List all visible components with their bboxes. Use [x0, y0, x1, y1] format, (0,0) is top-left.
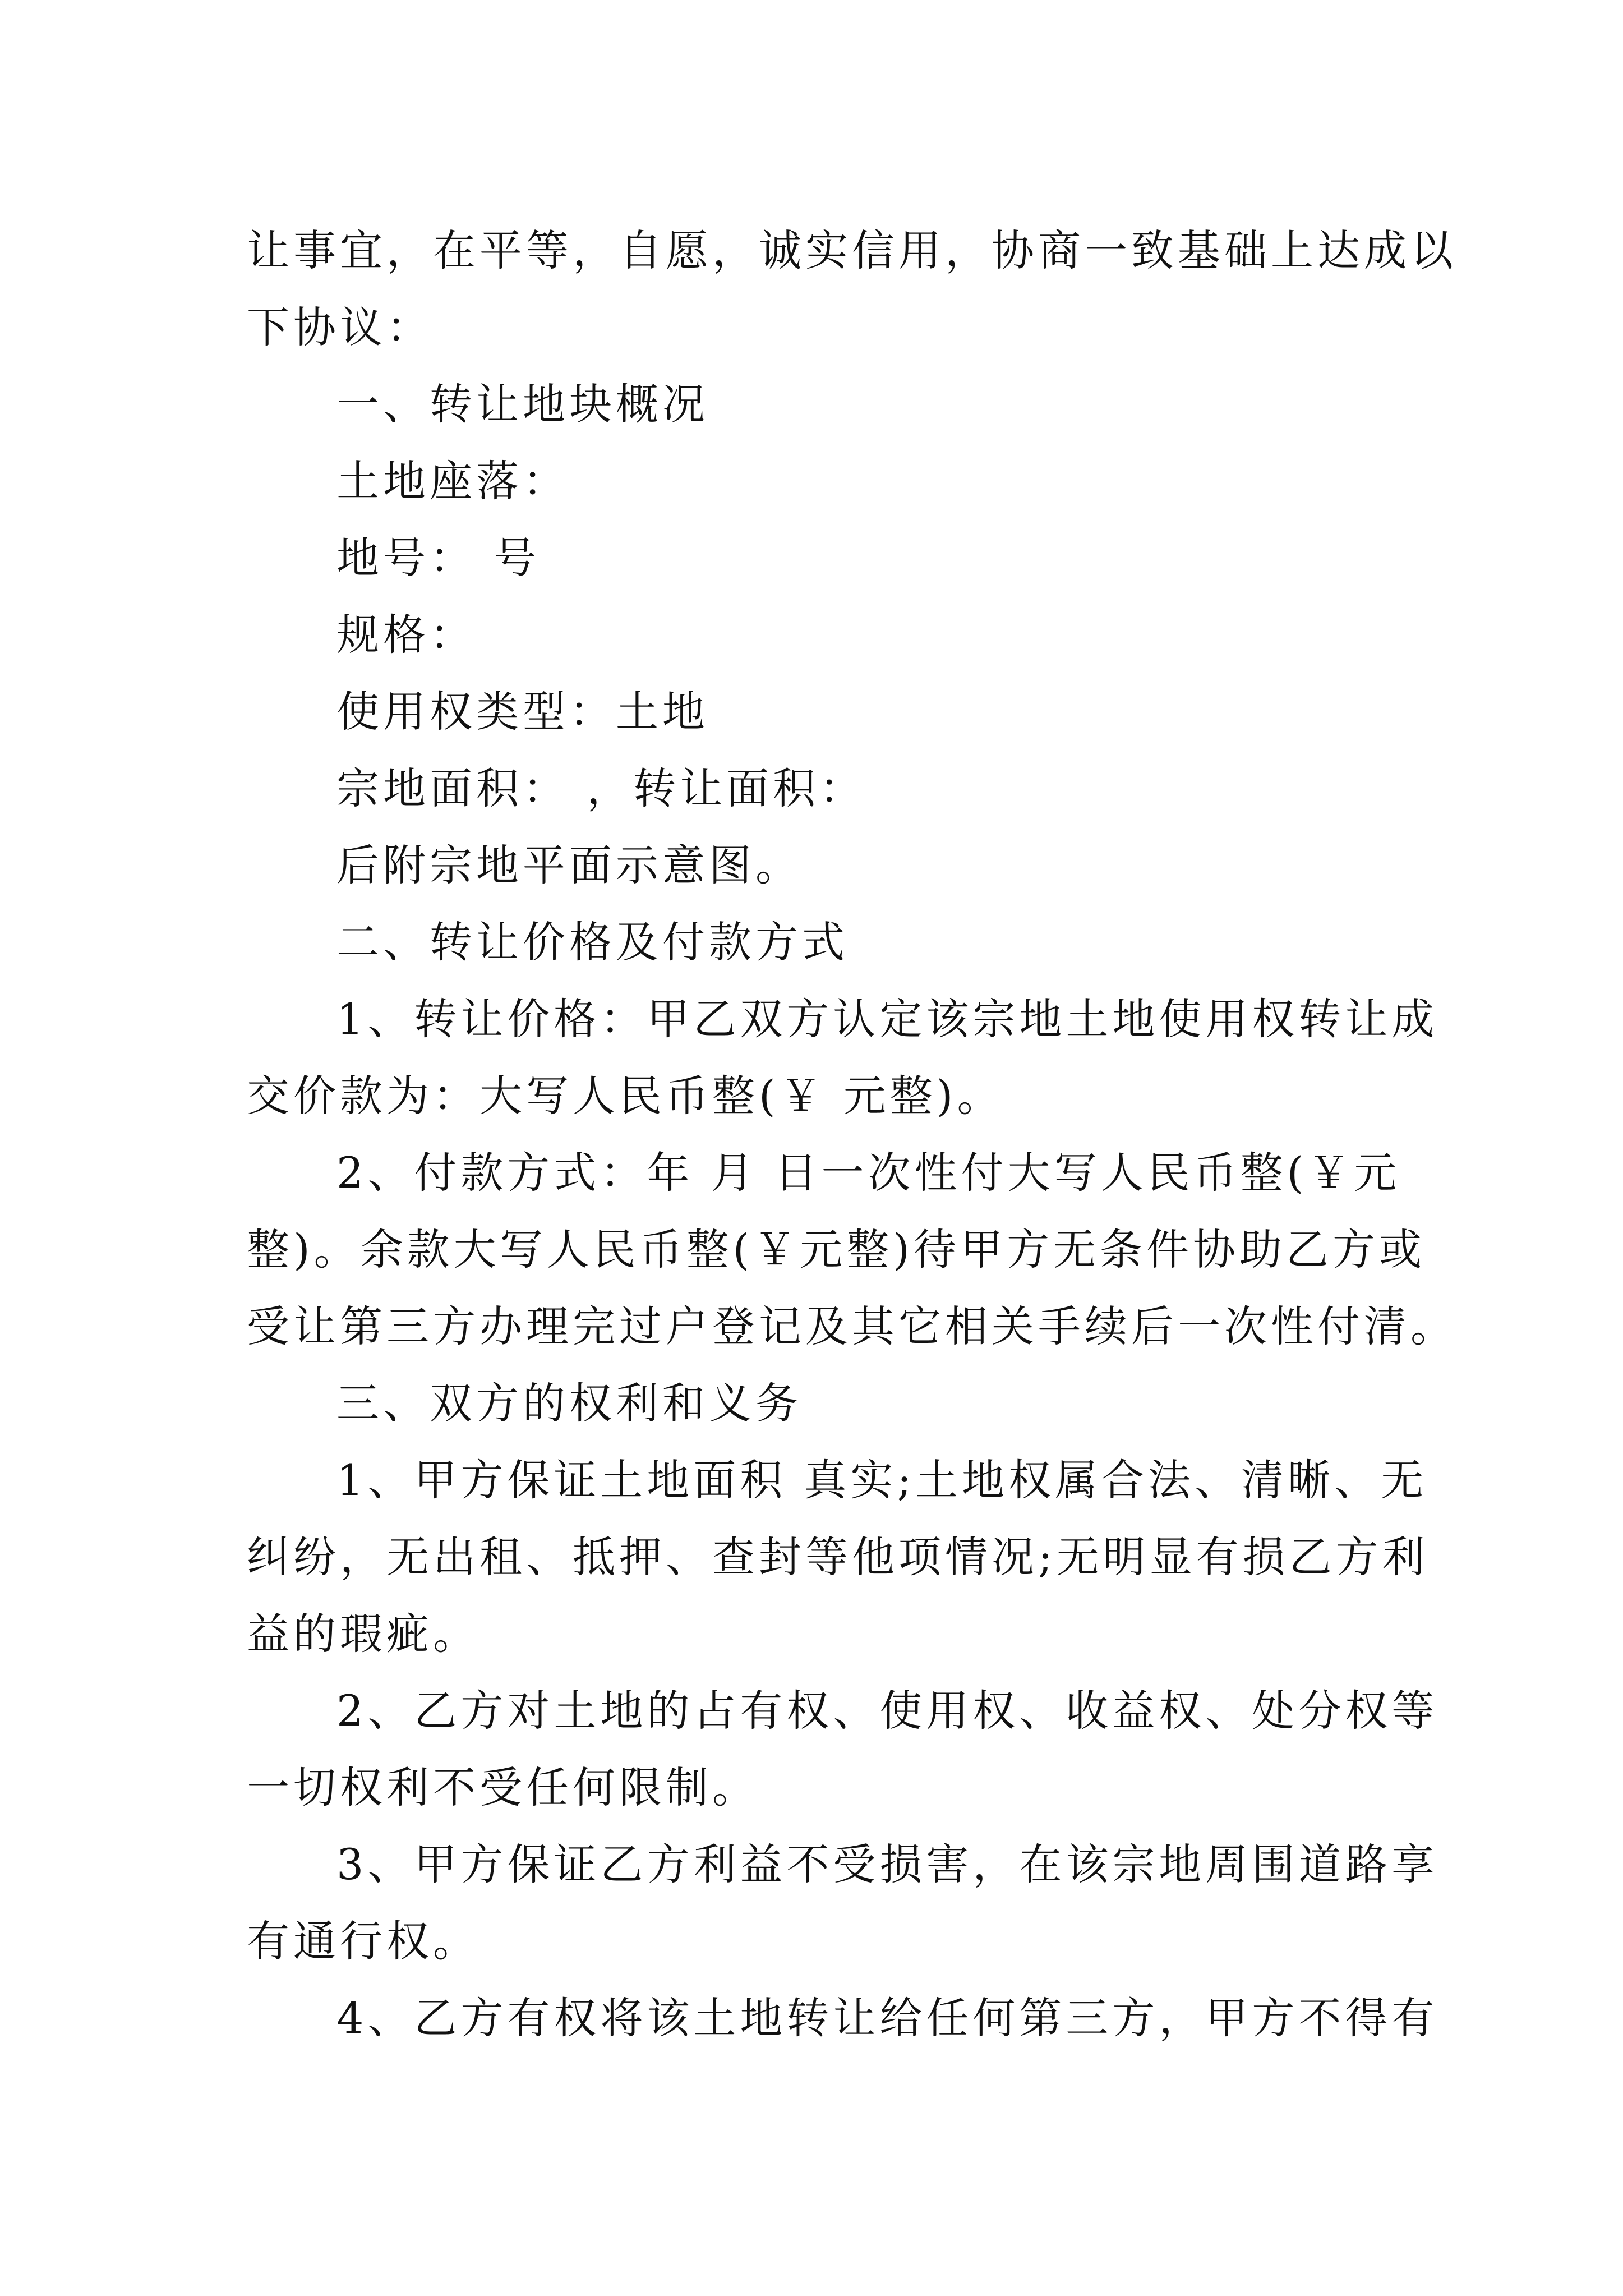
obligation-1-line-1: 1、甲方保证土地面积 真实;土地权属合法、清晰、无 — [336, 1455, 1428, 1505]
section-heading-2: 二、转让价格及付款方式 — [336, 917, 849, 967]
land-location: 土地座落： — [336, 456, 569, 506]
section-heading-3: 三、双方的权利和义务 — [336, 1378, 802, 1428]
specification: 规格： — [336, 610, 476, 660]
transfer-price-line-1: 1、转让价格：甲乙双方认定该宗地土地使用权转让成 — [336, 994, 1438, 1044]
obligation-2-line-2: 一切权利不受任何限制。 — [247, 1763, 759, 1812]
obligation-3-line-1: 3、甲方保证乙方利益不受损害，在该宗地周围道路享 — [336, 1839, 1438, 1889]
use-right-type: 使用权类型：土地 — [336, 687, 709, 737]
land-number: 地号： 号 — [336, 533, 541, 583]
section-heading-1: 一、转让地块概况 — [336, 379, 709, 429]
obligation-1-line-2: 纠纷，无出租、抵押、查封等他项情况;无明显有损乙方利 — [247, 1532, 1429, 1582]
line-01: 让事宜，在平等，自愿，诚实信用，协商一致基础上达成以 — [247, 226, 1457, 275]
payment-method-line-2: 整)。余款大写人民币整(￥元整)待甲方无条件协助乙方或 — [247, 1225, 1426, 1274]
obligation-4-line-1: 4、乙方有权将该土地转让给任何第三方，甲方不得有 — [336, 1993, 1438, 2043]
payment-method-line-1: 2、付款方式：年 月 日一次性付大写人民币整(￥元 — [336, 1148, 1401, 1198]
obligation-3-line-2: 有通行权。 — [247, 1916, 479, 1966]
attached-plan-note: 后附宗地平面示意图。 — [336, 840, 802, 890]
land-area: 宗地面积： ，转让面积： — [336, 763, 866, 813]
obligation-1-line-3: 益的瑕疵。 — [247, 1609, 479, 1659]
agreement-text — [247, 212, 1457, 2056]
transfer-price-line-2: 交价款为：大写人民币整(￥ 元整)。 — [247, 1071, 1004, 1121]
payment-method-line-3: 受让第三方办理完过户登记及其它相关手续后一次性付清。 — [247, 1301, 1457, 1351]
obligation-2-line-1: 2、乙方对土地的占有权、使用权、收益权、处分权等 — [336, 1686, 1438, 1736]
line-02: 下协议： — [247, 302, 433, 352]
